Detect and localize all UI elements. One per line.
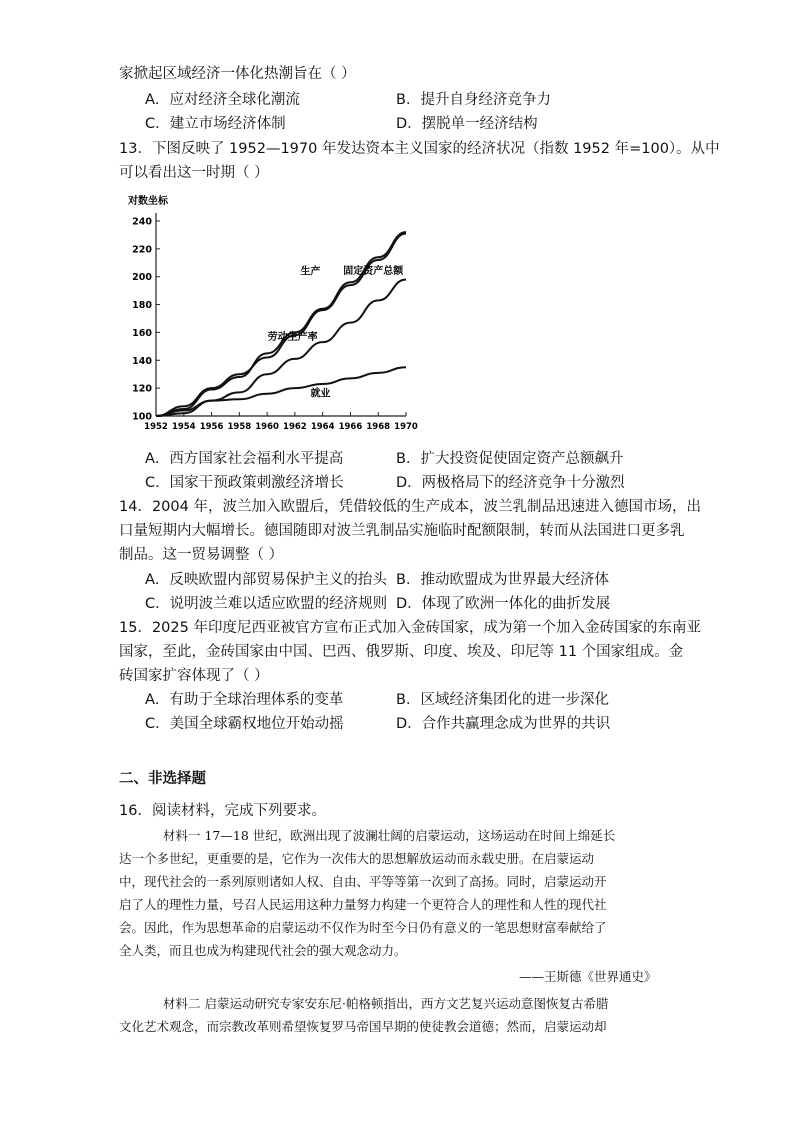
section-title: 二、非选择题 (119, 771, 206, 787)
q13-option-c[interactable]: C．国家干预政策刺激经济增长 (145, 475, 344, 491)
q15-stem-line-3: 砖国家扩容体现了（ ） (119, 668, 269, 684)
q16-material1-line-1: 材料一 17—18 世纪，欧洲出现了波澜壮阔的启蒙运动，这场运动在时间上绵延长 (163, 828, 616, 843)
series-line-1 (156, 234, 406, 416)
q16-material2-line-1: 材料二 启蒙运动研究专家安东尼·帕格顿指出，西方文艺复兴运动意图恢复古希腊 (163, 996, 609, 1011)
y-tick-label: 140 (132, 355, 152, 367)
x-tick-label: 1968 (366, 422, 391, 432)
q16-material1-line-6: 全人类，而且也成为构建现代社会的强大观念动力。 (119, 943, 407, 958)
x-tick-label: 1954 (171, 422, 196, 432)
series-label-0: 生产 (300, 266, 321, 278)
q14-option-b[interactable]: B．推动欧盟成为世界最大经济体 (396, 572, 609, 588)
chart-x-ticks (144, 412, 418, 432)
x-tick-label: 1956 (199, 422, 224, 432)
q15-stem-line-2: 国家，至此，金砖国家由中国、巴西、俄罗斯、印度、埃及、印尼等 11 个国家组成。金 (119, 644, 684, 660)
q14-stem-line-2: 口量短期内大幅增长。德国随即对波兰乳制品实施临时配额限制，转而从法国进口更多乳 (119, 523, 685, 539)
x-tick-label: 1960 (255, 422, 279, 432)
q15-option-a[interactable]: A．有助于全球治理体系的变革 (145, 692, 344, 708)
q16-stem: 16．阅读材料，完成下列要求。 (119, 803, 326, 819)
series-label-3: 就业 (310, 388, 331, 400)
q12-option-c[interactable]: C．建立市场经济体制 (145, 116, 286, 132)
x-tick-label: 1970 (394, 422, 418, 432)
q12-stem-tail: 家掀起区域经济一体化热潮旨在（ ） (119, 66, 356, 82)
y-tick-label: 160 (132, 327, 152, 339)
y-tick-label: 120 (132, 383, 152, 395)
q16-material1-line-4: 启了人的理性力量，号召人民运用这种力量努力构建一个更符合人的理性和人性的现代社 (119, 897, 607, 912)
y-tick-label: 200 (132, 272, 152, 284)
x-tick-label: 1958 (227, 422, 252, 432)
q16-material1-line-2: 达一个多世纪，更重要的是，它作为一次伟大的思想解放运动而永载史册。在启蒙运动 (119, 851, 595, 866)
q12-option-d[interactable]: D．摆脱单一经济结构 (396, 116, 538, 132)
q13-stem-line-1: 13．下图反映了 1952—1970 年发达资本主义国家的经济状况（指数 1952 年=100）。从中 (119, 141, 720, 157)
q16-material1-line-3: 中，现代社会的一系列原则诸如人权、自由、平等等第一次到了高扬。同时，启蒙运动开 (119, 874, 607, 889)
chart-y-axis-label: 对数坐标 (128, 196, 168, 207)
y-tick-label: 220 (132, 244, 152, 256)
q12-option-a[interactable]: A．应对经济全球化潮流 (145, 92, 300, 108)
series-line-0 (156, 232, 406, 416)
series-label-2: 劳动生产率 (267, 332, 318, 344)
q16-material2-line-2: 文化艺术观念，而宗教改革则希望恢复罗马帝国早期的使徒教会道德；然而，启蒙运动却 (119, 1019, 607, 1034)
x-tick-label: 1962 (283, 422, 307, 432)
q15-option-d[interactable]: D．合作共赢理念成为世界的共识 (396, 716, 611, 732)
q13-stem-line-2: 可以看出这一时期（ ） (119, 165, 269, 181)
q16-material1-source: ——王斯德《世界通史》 (519, 969, 657, 984)
q13-option-d[interactable]: D．两极格局下的经济竞争十分激烈 (396, 475, 625, 491)
q14-option-d[interactable]: D．体现了欧洲一体化的曲折发展 (396, 596, 611, 612)
q15-option-c[interactable]: C．美国全球霸权地位开始动摇 (145, 716, 344, 732)
y-tick-label: 100 (132, 411, 152, 423)
q14-option-a[interactable]: A．反映欧盟内部贸易保护主义的抬头 (145, 572, 387, 588)
q14-stem-line-3: 制品。这一贸易调整（ ） (119, 547, 284, 563)
x-tick-label: 1964 (310, 422, 335, 432)
q15-stem-line-1: 15．2025 年印度尼西亚被官方宣布正式加入金砖国家，成为第一个加入金砖国家的东南亚 (119, 620, 701, 636)
series-label-1: 固定资产总额 (343, 266, 404, 277)
q16-material1-line-5: 会。因此，作为思想革命的启蒙运动不仅作为时至今日仍有意义的一笔思想财富奉献给了 (119, 920, 607, 935)
q12-option-b[interactable]: B．提升自身经济竞争力 (396, 92, 551, 108)
q13-option-b[interactable]: B．扩大投资促使固定资产总额飙升 (396, 451, 624, 467)
y-tick-label: 240 (132, 216, 152, 228)
chart-axes (156, 213, 406, 416)
q14-option-c[interactable]: C．说明波兰难以适应欧盟的经济规则 (145, 596, 388, 612)
q14-stem-line-1: 14．2004 年，波兰加入欧盟后，凭借较低的生产成本，波兰乳制品迅速进入德国市场，出 (119, 499, 701, 515)
economy-index-chart (118, 188, 418, 433)
chart-series-lines (156, 232, 406, 416)
y-tick-label: 180 (132, 300, 152, 312)
x-tick-label: 1966 (338, 422, 363, 432)
q15-option-b[interactable]: B．区域经济集团化的进一步深化 (396, 692, 609, 708)
q13-option-a[interactable]: A．西方国家社会福利水平提高 (145, 451, 344, 467)
x-tick-label: 1952 (144, 422, 168, 432)
